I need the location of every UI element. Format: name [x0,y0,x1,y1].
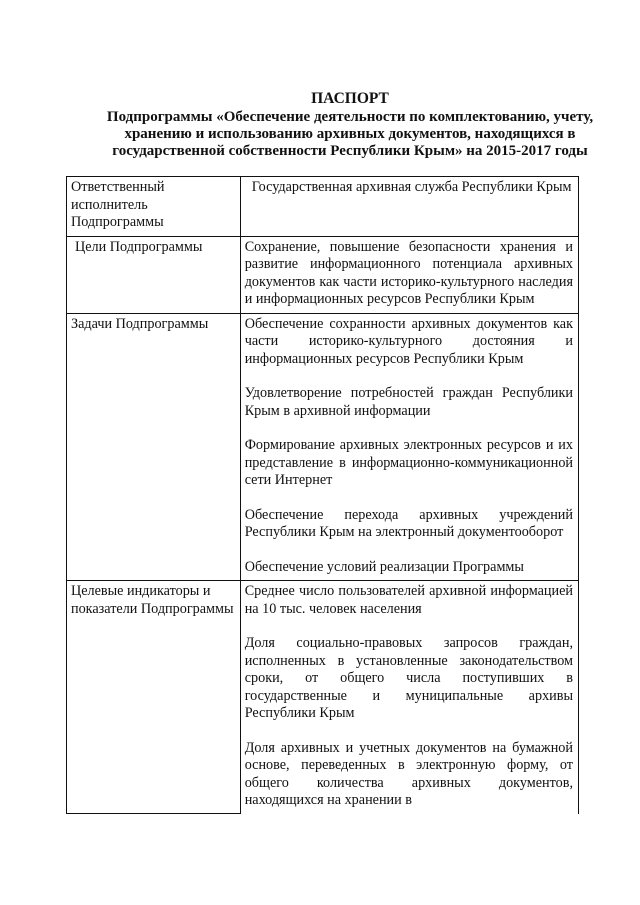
subtitle-line-3: государственной собственности Республики Крым» на 2015-2017 годы [112,143,588,159]
row-paragraph: Государственная архивная служба Республики Крым [251,179,572,195]
row-value-cell [240,236,578,313]
subtitle-line-2: хранению и использованию архивных документов, находящихся в [124,126,576,142]
row-label-cell [67,313,241,581]
document-header [60,90,640,160]
row-paragraph: Среднее число пользователей архивной информацией на 10 тыс. человек населения [244,583,573,617]
row-paragraph: Обеспечение условий реализации Программы [244,558,524,575]
row-paragraph: Удовлетворение потребностей граждан Республики Крым в архивной информации [244,385,573,419]
row-value-cell [240,581,578,814]
row-label-cell [67,177,241,237]
row-paragraph: Доля социально-правовых запросов граждан, исполненных в установленные законодательством сроки, от общего числа поступивших в государственные и муниципальные архивы Республики Крым [244,635,573,721]
row-paragraph: Формирование архивных электронных ресурсов и их представление в информационно-коммуникационной сети Интернет [244,437,573,488]
row-label: Ответственный исполнитель Подпрограммы [71,179,165,230]
page-title: ПАСПОРТ [311,90,389,107]
row-paragraph: Сохранение, повышение безопасности хранения и развитие информационного потенциала архивных документов как части историко-культурного наследия и информационных ресурсов Республики Крым [244,238,573,307]
row-paragraph: Доля архивных и учетных документов на бумажной основе, переведенных в электронную форму, от общего количества архивных документов, находящихся на хранении в [244,739,573,808]
row-label: Цели Подпрограммы [75,238,203,255]
passport-table [66,176,579,814]
row-label: Задачи Подпрограммы [71,315,209,332]
row-value-cell [240,177,578,237]
row-value-cell [240,313,578,581]
table-row [67,581,579,814]
row-label-cell [67,581,241,814]
row-label: Целевые индикаторы и показатели Подпрограммы [71,583,234,617]
row-paragraph: Обеспечение сохранности архивных документов как части историко-культурного достояния и информационных ресурсов Республики Крым [244,315,573,367]
table-row [67,236,579,313]
table-row [67,313,579,581]
row-paragraph: Обеспечение перехода архивных учреждений Республики Крым на электронный документооборот [244,506,573,540]
subtitle-line-1: Подпрограммы «Обеспечение деятельности по комплектованию, учету, [106,109,594,125]
table-row [67,177,579,237]
row-label-cell [67,236,241,313]
